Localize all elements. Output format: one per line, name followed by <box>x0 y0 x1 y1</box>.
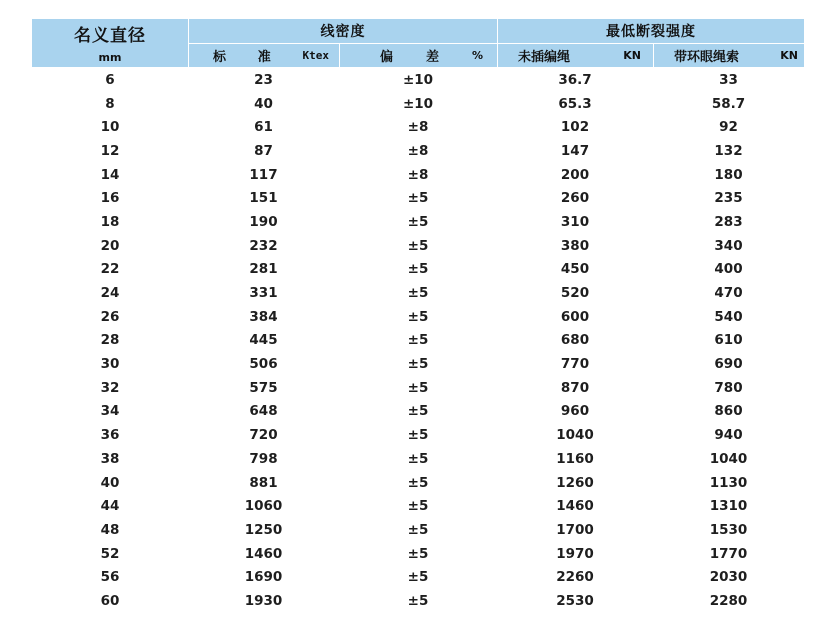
ktex-cell: 648 <box>249 403 278 420</box>
table-body <box>32 68 804 613</box>
diameter-cell: 32 <box>100 379 120 396</box>
unspliced-strength-cell: 680 <box>560 332 590 349</box>
deviation-cell: ±5 <box>407 285 429 302</box>
eye-spliced-strength-cell: 1310 <box>709 498 748 515</box>
diameter-cell: 18 <box>100 213 120 230</box>
table-row <box>32 234 804 258</box>
standard-ktex-heading <box>189 44 339 67</box>
unspliced-strength-cell: 450 <box>560 261 590 278</box>
spec-table <box>32 19 804 609</box>
deviation-cell: ±5 <box>407 308 429 325</box>
ktex-cell: 1060 <box>244 498 283 515</box>
diameter-cell: 60 <box>100 592 120 609</box>
diameter-cell: 24 <box>100 285 120 302</box>
deviation-cell: ±5 <box>407 498 429 515</box>
unspliced-strength-cell: 600 <box>560 308 590 325</box>
deviation-cell: ±5 <box>407 474 429 491</box>
diameter-cell: 20 <box>100 237 120 254</box>
diameter-cell: 28 <box>100 332 120 349</box>
table-row <box>32 400 804 424</box>
ktex-cell: 117 <box>249 166 278 183</box>
diameter-cell: 10 <box>100 119 120 136</box>
nominal-diameter-unit: mm <box>98 50 122 64</box>
diameter-cell: 12 <box>100 142 120 159</box>
ktex-cell: 40 <box>254 95 273 112</box>
table-header <box>32 19 804 67</box>
table-row <box>32 376 804 400</box>
diameter-cell: 52 <box>100 545 120 562</box>
ktex-cell: 281 <box>249 261 278 278</box>
unspliced-strength-cell: 870 <box>560 379 590 396</box>
ktex-cell: 61 <box>254 119 273 136</box>
diameter-cell: 44 <box>100 498 120 515</box>
ktex-cell: 445 <box>249 332 278 349</box>
deviation-cell: ±5 <box>407 190 429 207</box>
diameter-cell: 38 <box>100 450 120 467</box>
table-row <box>32 68 804 92</box>
nominal-diameter-heading: 名义直径 <box>74 25 146 46</box>
standard-label: 标 <box>213 50 227 65</box>
deviation-cell: ±5 <box>407 427 429 444</box>
eye-spliced-strength-cell: 132 <box>714 142 743 159</box>
unspliced-strength-cell: 770 <box>560 356 590 373</box>
unspliced-strength-cell: 2530 <box>556 592 594 609</box>
eye-spliced-strength-cell: 610 <box>714 332 743 349</box>
diameter-cell: 56 <box>100 569 120 586</box>
eye-spliced-strength-cell: 283 <box>714 213 743 230</box>
deviation-cell: ±5 <box>407 213 429 230</box>
deviation-cell: ±8 <box>407 142 429 159</box>
eye-spliced-strength-cell: 1770 <box>709 545 748 562</box>
eye-spliced-strength-cell: 690 <box>714 356 743 373</box>
table-row <box>32 542 804 566</box>
eye-spliced-strength-cell: 780 <box>714 379 743 396</box>
deviation-cell: ±5 <box>407 592 429 609</box>
unspliced-strength-cell: 36.7 <box>558 71 592 88</box>
table-row <box>32 518 804 542</box>
table-row <box>32 565 804 589</box>
eye-spliced-label: 带环眼绳索 <box>674 50 740 65</box>
table-row <box>32 115 804 139</box>
diameter-cell: 40 <box>100 474 120 491</box>
deviation-unit: % <box>471 49 483 62</box>
deviation-heading <box>340 44 497 67</box>
eye-spliced-strength-cell: 58.7 <box>711 95 746 112</box>
deviation-cell: ±8 <box>407 166 429 183</box>
diameter-cell: 26 <box>100 308 120 325</box>
unspliced-strength-cell: 1970 <box>556 545 594 562</box>
ktex-cell: 331 <box>249 285 278 302</box>
table-row <box>32 494 804 518</box>
unspliced-strength-cell: 200 <box>560 166 590 183</box>
table-row <box>32 352 804 376</box>
unspliced-strength-cell: 1160 <box>556 450 594 467</box>
unspliced-strength-cell: 520 <box>560 285 590 302</box>
deviation-cell: ±5 <box>407 332 429 349</box>
unspliced-unit: KN <box>623 49 641 62</box>
deviation-cell: ±5 <box>407 261 429 278</box>
ktex-cell: 881 <box>249 474 278 491</box>
unspliced-strength-cell: 1700 <box>556 521 594 538</box>
table-row <box>32 139 804 163</box>
eye-spliced-strength-cell: 33 <box>719 71 738 88</box>
diameter-cell: 30 <box>100 356 120 373</box>
ktex-cell: 506 <box>249 356 278 373</box>
ktex-cell: 23 <box>254 71 273 88</box>
deviation-cell: ±5 <box>407 379 429 396</box>
eye-spliced-strength-cell: 1530 <box>709 521 748 538</box>
deviation-cell: ±8 <box>407 119 429 136</box>
eye-spliced-strength-cell: 1040 <box>709 450 748 467</box>
diameter-cell: 34 <box>100 403 120 420</box>
ktex-cell: 720 <box>249 427 278 444</box>
eye-spliced-strength-cell: 2030 <box>709 569 748 586</box>
unspliced-strength-cell: 1460 <box>556 498 594 515</box>
ktex-cell: 232 <box>249 237 278 254</box>
ktex-cell: 1930 <box>244 592 283 609</box>
ktex-cell: 1460 <box>244 545 283 562</box>
unspliced-strength-cell: 380 <box>560 237 590 254</box>
unspliced-strength-cell: 1260 <box>556 474 594 491</box>
eye-spliced-strength-cell: 540 <box>714 308 743 325</box>
deviation-cell: ±5 <box>407 237 429 254</box>
eye-spliced-strength-cell: 2280 <box>709 592 748 609</box>
diameter-cell: 22 <box>100 261 120 278</box>
table-row <box>32 329 804 353</box>
eye-spliced-strength-cell: 860 <box>714 403 743 420</box>
deviation-cell: ±5 <box>407 403 429 420</box>
deviation-cell: ±10 <box>402 95 434 112</box>
table-row <box>32 210 804 234</box>
diameter-cell: 48 <box>100 521 120 538</box>
eye-spliced-strength-cell: 1130 <box>709 474 748 491</box>
eye-spliced-heading <box>654 44 804 67</box>
deviation-cell: ±5 <box>407 356 429 373</box>
ktex-cell: 384 <box>249 308 278 325</box>
unspliced-strength-cell: 260 <box>560 190 590 207</box>
diameter-cell: 6 <box>105 71 115 88</box>
diameter-cell: 8 <box>105 95 115 112</box>
unspliced-heading <box>498 44 653 67</box>
unspliced-strength-cell: 310 <box>560 213 590 230</box>
ktex-cell: 1250 <box>244 521 283 538</box>
unspliced-strength-cell: 960 <box>560 403 590 420</box>
table-row <box>32 163 804 187</box>
min-breaking-strength-heading: 最低断裂强度 <box>606 24 696 40</box>
standard-unit: Ktex <box>302 49 329 62</box>
diameter-cell: 16 <box>100 190 120 207</box>
ktex-cell: 151 <box>249 190 278 207</box>
diameter-cell: 36 <box>100 427 120 444</box>
unspliced-strength-cell: 102 <box>560 119 590 136</box>
eye-spliced-strength-cell: 235 <box>714 190 743 207</box>
eye-spliced-strength-cell: 400 <box>714 261 743 278</box>
eye-spliced-strength-cell: 940 <box>714 427 743 444</box>
deviation-label-2: 差 <box>425 50 439 65</box>
unspliced-strength-cell: 1040 <box>556 427 594 444</box>
linear-density-heading: 线密度 <box>320 24 366 40</box>
deviation-cell: ±5 <box>407 521 429 538</box>
deviation-cell: ±5 <box>407 450 429 467</box>
table-row <box>32 305 804 329</box>
unspliced-strength-cell: 2260 <box>556 569 594 586</box>
ktex-cell: 190 <box>249 213 278 230</box>
deviation-cell: ±10 <box>402 71 434 88</box>
deviation-cell: ±5 <box>407 545 429 562</box>
standard-label-2: 准 <box>257 50 271 65</box>
eye-spliced-unit: KN <box>780 49 798 62</box>
diameter-cell: 14 <box>100 166 120 183</box>
table-row <box>32 186 804 210</box>
ktex-cell: 87 <box>254 142 273 159</box>
ktex-cell: 1690 <box>244 569 283 586</box>
ktex-cell: 798 <box>249 450 278 467</box>
eye-spliced-strength-cell: 470 <box>714 285 743 302</box>
eye-spliced-strength-cell: 92 <box>719 119 738 136</box>
deviation-cell: ±5 <box>407 569 429 586</box>
ktex-cell: 575 <box>249 379 278 396</box>
table-row <box>32 92 804 116</box>
deviation-label: 偏 <box>380 50 394 65</box>
eye-spliced-strength-cell: 180 <box>714 166 743 183</box>
table-row <box>32 471 804 495</box>
table-row <box>32 281 804 305</box>
table-row <box>32 258 804 282</box>
table-row <box>32 423 804 447</box>
table-row <box>32 589 804 613</box>
unspliced-label: 未插编绳 <box>518 50 571 65</box>
unspliced-strength-cell: 147 <box>560 142 590 159</box>
eye-spliced-strength-cell: 340 <box>714 237 743 254</box>
table-row <box>32 447 804 471</box>
unspliced-strength-cell: 65.3 <box>558 95 592 112</box>
